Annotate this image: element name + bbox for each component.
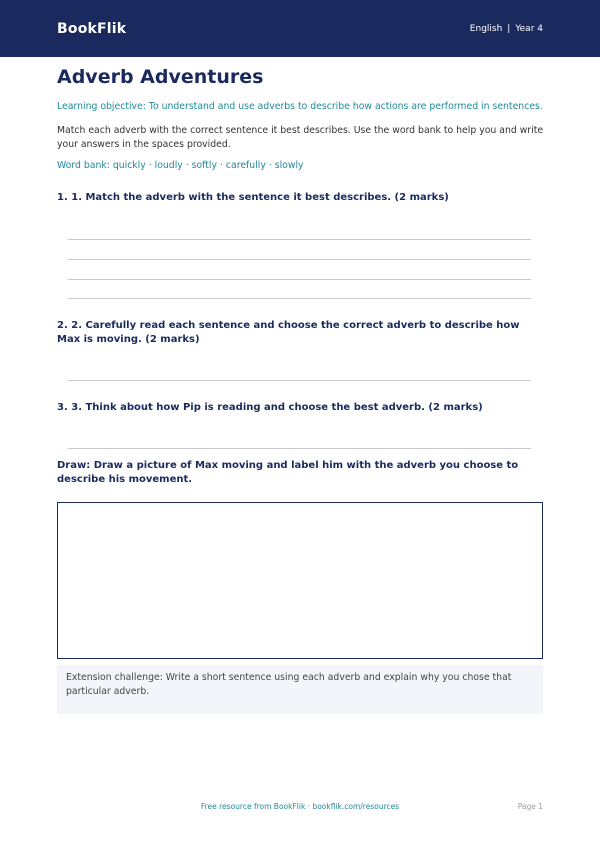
- instructions: Match each adverb with the correct sentence it best describes. Use the word bank to help you and write your answers in the spaces provided.: [57, 125, 544, 150]
- answer-line[interactable]: [68, 448, 531, 449]
- footer-text: Free resource from BookFlik · bookflik.com/resources: [200, 802, 400, 811]
- year-level: Year 4: [515, 23, 543, 34]
- extension-challenge: Extension challenge: Write a short sentence using each adverb and explain why you chose that particular adverb.: [57, 665, 543, 714]
- answer-line[interactable]: [68, 380, 531, 381]
- answer-line[interactable]: [68, 298, 531, 299]
- question-3: 3. 3. Think about how Pip is reading and choose the best adverb. (2 marks): [57, 402, 483, 413]
- learning-objective: Learning objective: To understand and use adverbs to describe how actions are performed in sentences.: [57, 101, 543, 112]
- page-header: [0, 0, 600, 57]
- question-2: 2. 2. Carefully read each sentence and choose the correct adverb to describe how Max is moving. (2 marks): [57, 320, 520, 345]
- subject-separator: |: [507, 23, 511, 34]
- subject-label: [470, 24, 543, 34]
- answer-line[interactable]: [68, 239, 531, 240]
- drawing-box[interactable]: [57, 502, 543, 659]
- answer-line[interactable]: [68, 259, 531, 260]
- answer-line[interactable]: [68, 279, 531, 280]
- subject-name: English: [469, 23, 503, 34]
- word-bank: Word bank: quickly · loudly · softly · carefully · slowly: [57, 160, 304, 171]
- draw-prompt: Draw: Draw a picture of Max moving and label him with the adverb you choose to describe his movement.: [57, 460, 519, 485]
- brand-logo: BookFlik: [57, 20, 127, 37]
- question-1: 1. 1. Match the adverb with the sentence it best describes. (2 marks): [57, 192, 449, 203]
- page-title: Adverb Adventures: [57, 66, 264, 88]
- page-number: Page 1: [517, 802, 543, 811]
